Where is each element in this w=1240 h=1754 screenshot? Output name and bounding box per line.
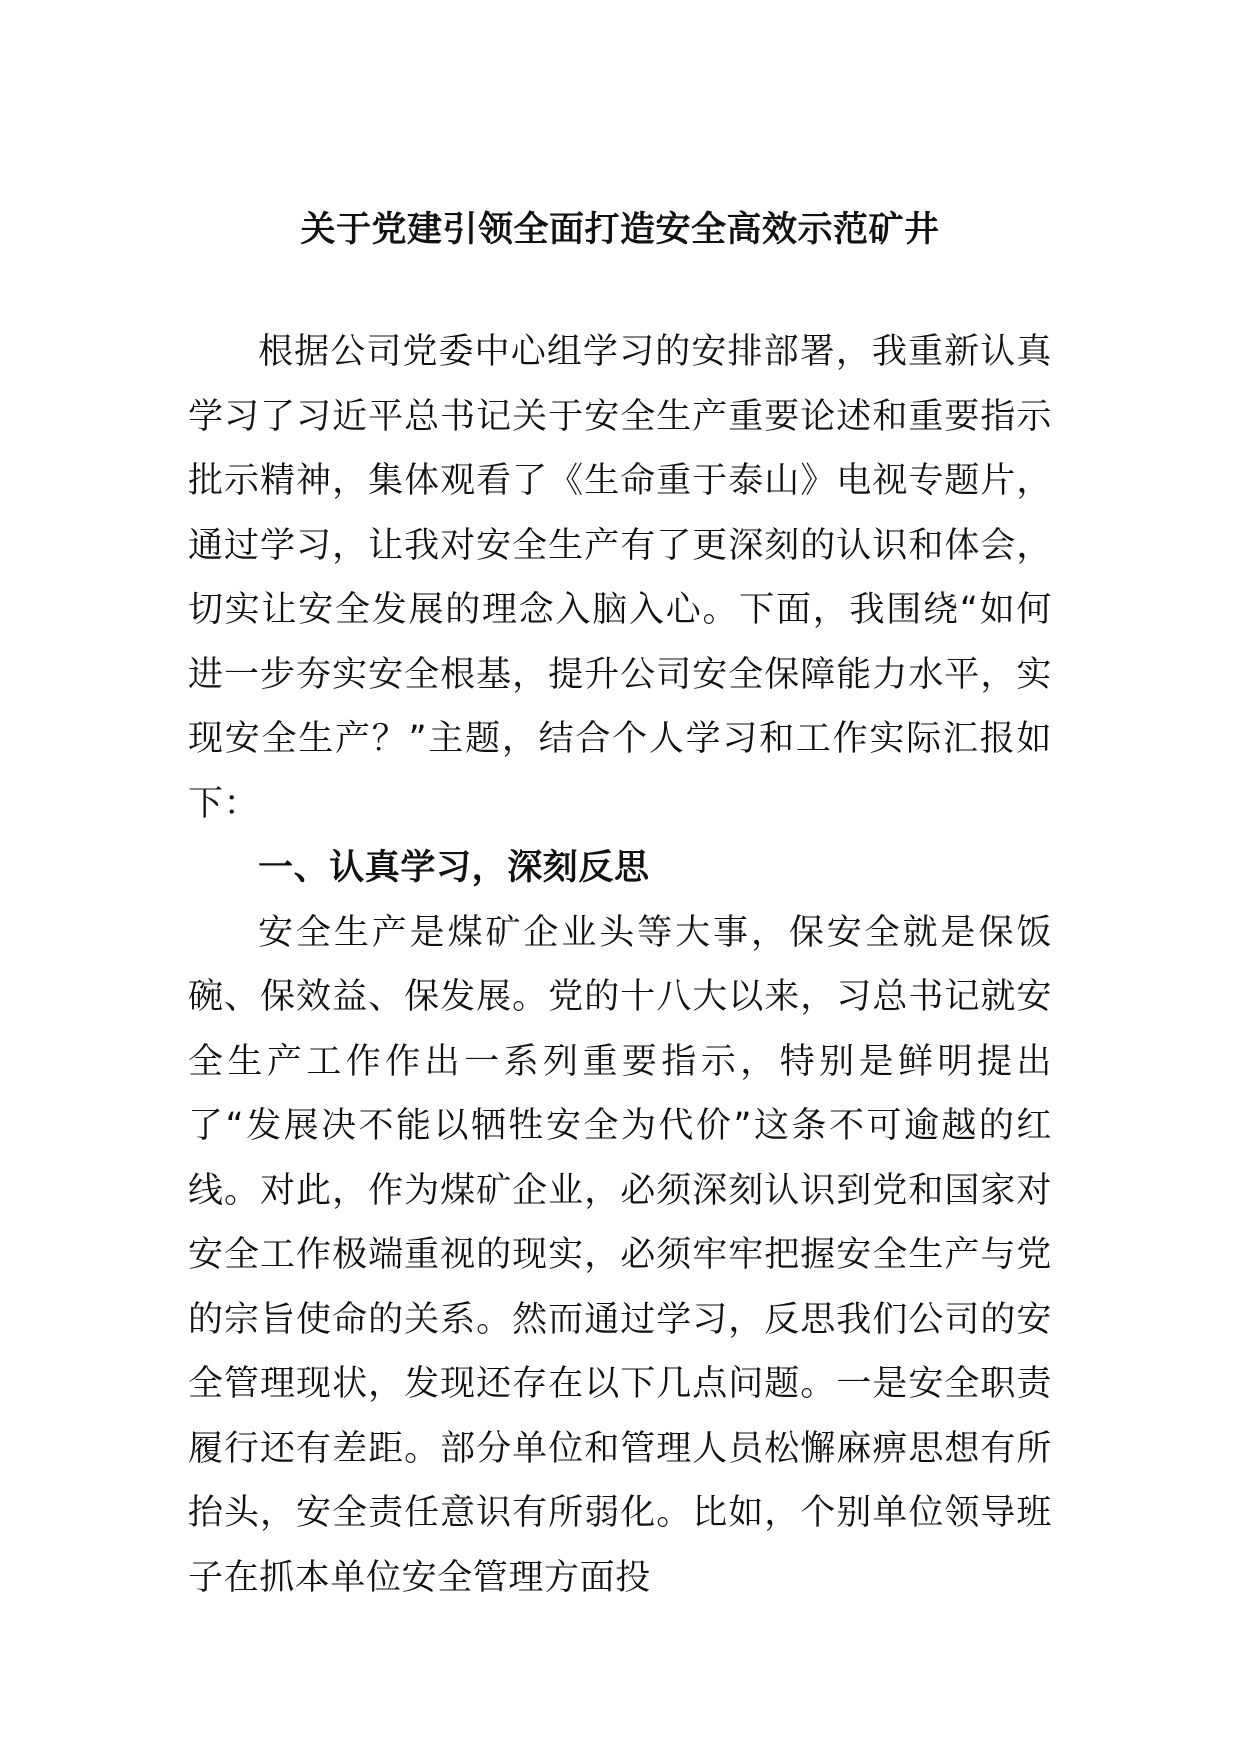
paragraph-intro: 根据公司党委中心组学习的安排部署，我重新认真学习了习近平总书记关于安全生产重要论述和重要指示批示精神，集体观看了《生命重于泰山》电视专题片，通过学习，让我对安全生产有了更深刻的认识和体会，切实让安全发展的理念入脑入心。下面，我围绕“如何进一步夯实安全根基，提升公司安全保障能力水平，实现安全生产？”主题，结合个人学习和工作实际汇报如下： xyxy=(188,332,1052,824)
document-title: 关于党建引领全面打造安全高效示范矿井 xyxy=(300,210,940,250)
paragraph-section-1: 安全生产是煤矿企业头等大事，保安全就是保饭碗、保效益、保发展。党的十八大以来，习总书记就安全生产工作作出一系列重要指示，特别是鲜明提出了“发展决不能以牺牲安全为代价”这条不可逾越的红线。对此，作为煤矿企业，必须深刻认识到党和国家对安全工作极端重视的现实，必须牢牢把握安全生产与党的宗旨使命的关系。然而通过学习，反思我们公司的安全管理现状，发现还存在以下几点问题。一是安全职责履行还有差距。部分单位和管理人员松懈麻痹思想有所抬头，安全责任意识有所弱化。比如，个别单位领导班子在抓本单位安全管理方面投 xyxy=(188,912,1052,1598)
document-body xyxy=(188,320,1052,1610)
section-heading-1: 一、认真学习，深刻反思 xyxy=(258,848,650,888)
